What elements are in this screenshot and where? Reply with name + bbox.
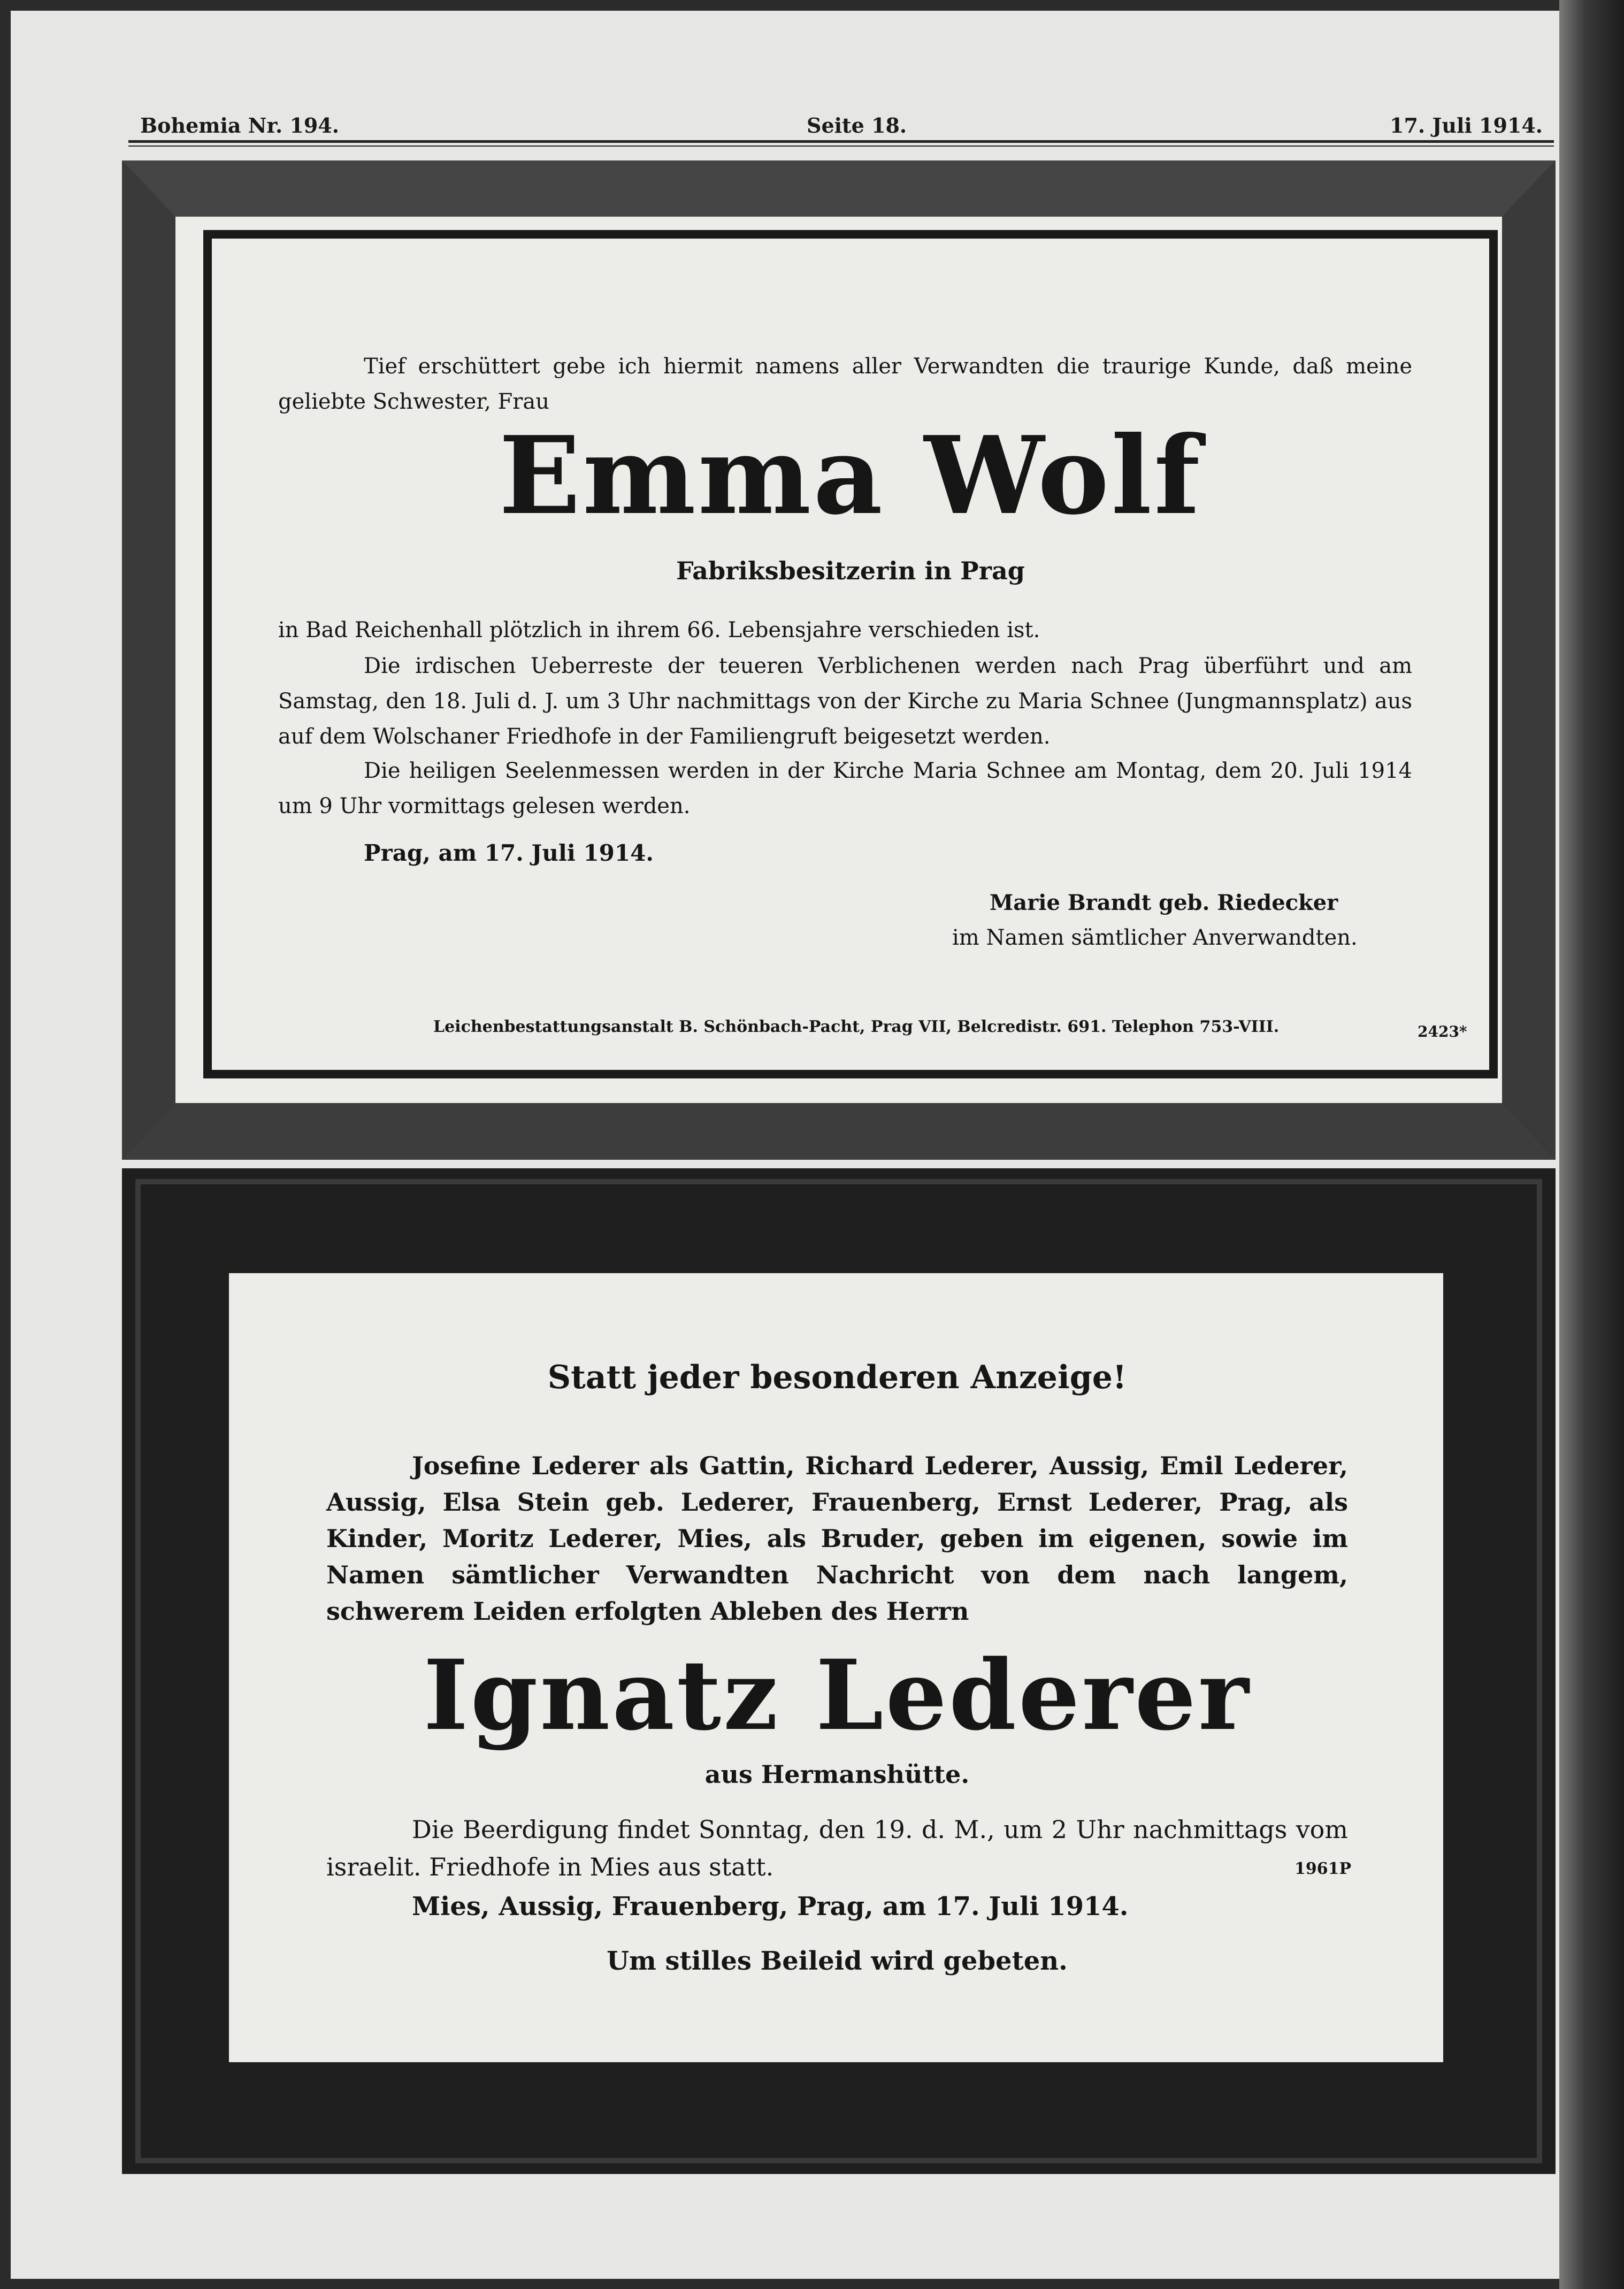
header-rule [128,140,1554,143]
closing-line: Um stilles Beileid wird gebeten. [607,1946,1068,1976]
inner-border-right [1489,230,1498,1078]
book-binding-edge [1559,0,1624,2289]
deceased-origin: aus Hermanshütte. [704,1760,970,1789]
inner-border-bottom [203,1070,1498,1078]
header-date: 17. Juli 1914. [1390,113,1543,137]
signer-name: Marie Brandt geb. Riedecker [990,890,1338,915]
signer-note: im Namen sämtlicher Anverwandten. [952,925,1358,950]
obituary-intro: Tief erschüttert gebe ich hiermit namens aller Verwandten die traurige Kunde, daß meine geliebte Schwester, Frau [278,354,1412,414]
inner-border-top [203,230,1498,239]
inner-border-left [203,230,212,1078]
ad-reference-2: 1961P [1294,1859,1352,1878]
header-page-number: Seite 18. [807,113,907,137]
family-announcement: Josefine Lederer als Gattin, Richard Lederer, Aussig, Emil Lederer, Aussig, Elsa Stein geb. Lederer, Frauenberg, Ernst Lederer, Prag, als Kinder, Moritz Lederer, Mies, als Bruder, geben im eigenen, sowie im Namen sämtlicher Verwandten Nachricht von dem nach langem, schwerem Leiden erfolgten Ableben des Herrn [326,1451,1348,1626]
deceased-occupation: Fabriksbesitzerin in Prag [676,556,1025,585]
deceased-name-2: Ignatz Lederer [423,1639,1251,1752]
header-publication: Bohemia Nr. 194. [140,113,340,137]
place-date-2: Mies, Aussig, Frauenberg, Prag, am 17. Juli 1914. [412,1892,1129,1921]
deceased-name: Emma Wolf [499,413,1202,539]
obituary-paragraph-2: Die irdischen Ueberreste der teueren Verblichenen werden nach Prag überführt und am Samstag, den 18. Juli d. J. um 3 Uhr nachmittags von der Kirche zu Maria Schnee (Jungmannsplatz) aus auf dem Wolschaner Friedhofe in der Familiengruft beigesetzt werden. [278,654,1412,749]
header-rule-thin [128,146,1554,147]
obituary-paragraph-3: Die heiligen Seelenmessen werden in der Kirche Maria Schnee am Montag, dem 20. Juli 1914 um 9 Uhr vormittags gelesen werden. [278,759,1412,818]
notice-heading: Statt jeder besonderen Anzeige! [547,1359,1127,1396]
obituary-paragraph-1: in Bad Reichenhall plötzlich in ihrem 66. Lebensjahre verschieden ist. [278,618,1040,642]
ad-reference: 2423* [1418,1023,1467,1040]
funeral-home-line: Leichenbestattungsanstalt B. Schönbach-Pacht, Prag VII, Belcredistr. 691. Telephon 753-VIII. [433,1017,1280,1036]
place-date: Prag, am 17. Juli 1914. [364,840,654,866]
burial-info: Die Beerdigung findet Sonntag, den 19. d. M., um 2 Uhr nachmittags vom israelit. Friedhofe in Mies aus statt. [326,1815,1348,1881]
